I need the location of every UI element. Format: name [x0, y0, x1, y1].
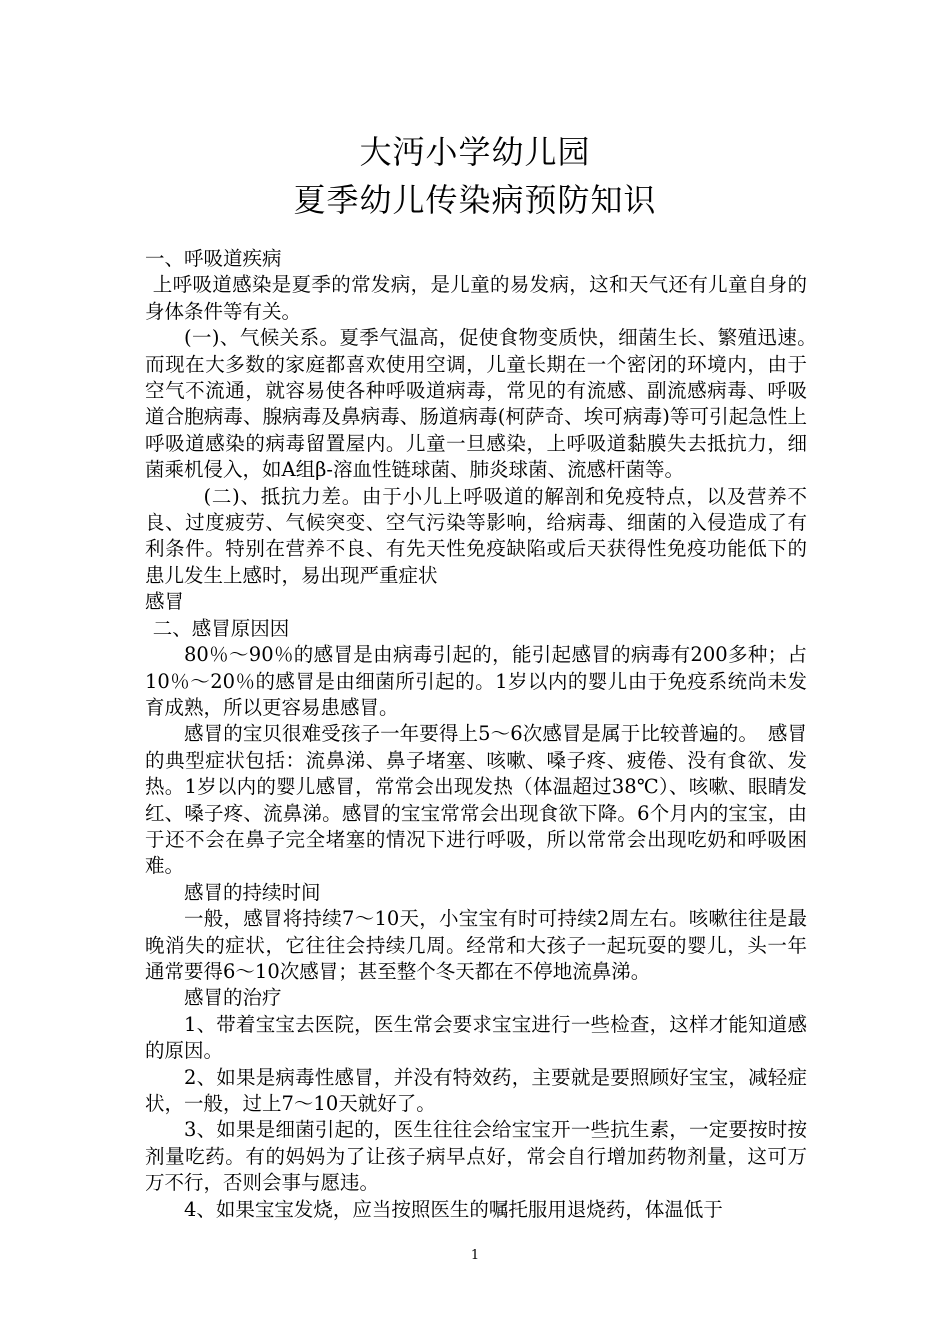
paragraph-treatment-2: 2、如果是病毒性感冒，并没有特效药，主要就是要照顾好宝宝，减轻症状，一般，过上7～10天就好了。 [145, 1065, 807, 1115]
paragraph-intro: 上呼吸道感染是夏季的常发病，是儿童的易发病，这和天气还有儿童自身的身体条件等有关。 [145, 273, 807, 323]
page-number: 1 [470, 1248, 480, 1263]
subheading-cold-treatment: 感冒的治疗 [184, 986, 282, 1010]
title-topic: 夏季幼儿传染病预防知识 [293, 181, 657, 219]
paragraph-cold-symptoms: 感冒的宝贝很难受孩子一年要得上5～6次感冒是属于比较普遍的。 感冒的典型症状包括：流鼻涕、鼻子堵塞、咳嗽、嗓子疼、疲倦、没有食欲、发热。1岁以内的婴儿感冒，常常会出现发热（体温超过38℃）、咳嗽、眼睛发红、嗓子疼、流鼻涕。感冒的宝宝常常会出现食欲下降。6个月内的宝宝，由于还不会在鼻子完全堵塞的情况下进行呼吸，所以常常会出现吃奶和呼吸困难。 [145, 722, 807, 878]
paragraph-cold-duration: 一般，感冒将持续7～10天，小宝宝有时可持续2周左右。咳嗽往往是最晚消失的症状，它往往会持续几周。经常和大孩子一起玩耍的婴儿，头一年通常要得6～10次感冒；甚至整个冬天都在不停地流鼻涕。 [145, 907, 807, 983]
paragraph-resistance: (二)、抵抗力差。由于小儿上呼吸道的解剖和免疫特点，以及营养不良、过度疲劳、气候突变、空气污染等影响，给病毒、细菌的入侵造成了有利条件。特别在营养不良、有先天性免疫缺陷或后天获得性免疫功能低下的患儿发生上感时，易出现严重症状 [145, 484, 807, 587]
paragraph-treatment-1: 1、带着宝宝去医院，医生常会要求宝宝进行一些检查，这样才能知道感的原因。 [145, 1012, 807, 1063]
paragraph-treatment-4: 4、如果宝宝发烧，应当按照医生的嘱托服用退烧药，体温低于 [184, 1197, 723, 1221]
section-heading-respiratory: 一、呼吸道疾病 [145, 247, 282, 270]
paragraph-cold-causes: 80％～90％的感冒是由病毒引起的，能引起感冒的病毒有200多种；占10％～20％的感冒是由细菌所引起的。1岁以内的婴儿由于免疫系统尚未发育成熟，所以更容易患感冒。 [145, 643, 807, 719]
subheading-cold-duration: 感冒的持续时间 [184, 880, 321, 904]
document-body [145, 246, 847, 1223]
paragraph-climate: (一)、气候关系。夏季气温高，促使食物变质快，细菌生长、繁殖迅速。 而现在大多数的家庭都喜欢使用空调，儿童长期在一个密闭的环境内，由于空气不流通，就容易使各种呼吸道病毒，常见的有流感、副流感病毒、呼吸道合胞病毒、腺病毒及鼻病毒、肠道病毒(柯萨奇、埃可病毒)等可引起急性上呼吸道感染的病毒留置屋内。儿童一旦感染，上呼吸道黏膜失去抵抗力，细菌乘机侵入，如A组β-溶血性链球菌、肺炎球菌、流感杆菌等。 [145, 326, 847, 482]
section-heading-cold-causes: 二、感冒原因因 [152, 616, 290, 640]
subheading-cold: 感冒 [145, 590, 185, 614]
document-title [0, 128, 950, 224]
paragraph-treatment-3: 3、如果是细菌引起的，医生往往会给宝宝开一些抗生素，一定要按时按剂量吃药。有的妈妈为了让孩子病早点好，常会自行增加药物剂量，这可万万不行，否则会事与愿违。 [145, 1118, 807, 1195]
title-school-name: 大沔小学幼儿园 [359, 133, 591, 171]
